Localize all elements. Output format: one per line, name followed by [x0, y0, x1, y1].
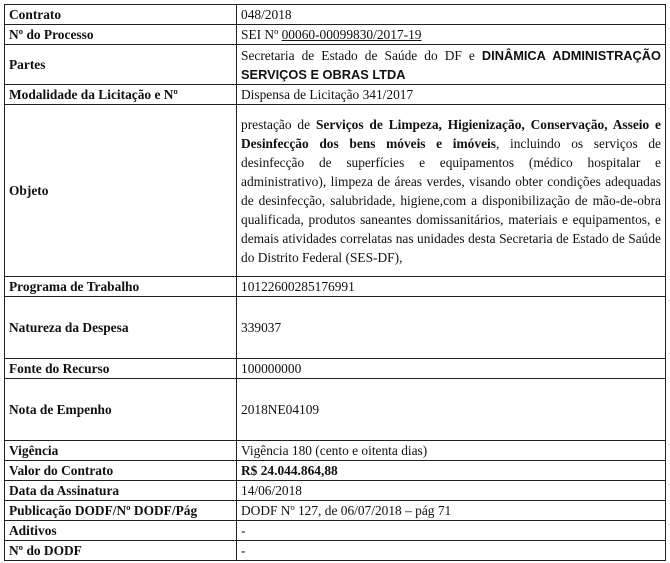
value-processo [237, 25, 666, 45]
contract-table [4, 4, 666, 561]
value-empenho: 2018NE04109 [237, 379, 666, 441]
processo-prefix: SEI Nº [241, 27, 282, 42]
row-programa [5, 277, 666, 297]
row-ndodf [5, 541, 666, 561]
row-objeto [5, 105, 666, 277]
row-partes [5, 45, 666, 85]
processo-number-link[interactable]: 00060-00099830/2017-19 [281, 27, 422, 42]
row-natureza [5, 297, 666, 359]
label-contrato: Contrato [5, 5, 237, 25]
row-contrato [5, 5, 666, 25]
objeto-bold-services: Serviços de Limpeza, Higienização, Conservação, Asseio e Desinfecção dos bens móveis e imóveis [241, 116, 661, 151]
label-natureza: Natureza da Despesa [5, 297, 237, 359]
label-publicacao: Publicação DODF/Nº DODF/Pág [5, 501, 237, 521]
label-vigencia: Vigência [5, 441, 237, 461]
label-programa: Programa de Trabalho [5, 277, 237, 297]
partes-company: DINÂMICA ADMINISTRAÇÃO SERVIÇOS E OBRAS LTDA [241, 47, 661, 82]
row-empenho [5, 379, 666, 441]
row-valor [5, 461, 666, 481]
value-valor: R$ 24.044.864,88 [237, 461, 666, 481]
value-fonte: 100000000 [237, 359, 666, 379]
row-modalidade [5, 85, 666, 105]
label-aditivos: Aditivos [5, 521, 237, 541]
value-natureza: 339037 [237, 297, 666, 359]
label-assinatura: Data da Assinatura [5, 481, 237, 501]
label-valor: Valor do Contrato [5, 461, 237, 481]
label-ndodf: Nº do DODF [5, 541, 237, 561]
value-vigencia: Vigência 180 (cento e oitenta dias) [237, 441, 666, 461]
value-objeto [237, 105, 666, 277]
value-assinatura: 14/06/2018 [237, 481, 666, 501]
label-modalidade: Modalidade da Licitação e Nº [5, 85, 237, 105]
partes-text: Secretaria de Estado de Saúde do DF e [241, 47, 482, 63]
label-objeto: Objeto [5, 105, 237, 277]
label-processo: Nº do Processo [5, 25, 237, 45]
row-vigencia [5, 441, 666, 461]
value-partes [237, 45, 666, 85]
objeto-text-after: , incluindo os serviços de desinfecção de superfícies e equipamentos (médico hospitalar e administrativo), limpeza de áreas verdes, visando obter condições adequadas de desinfecção, salubridade, higiene,com a disponibilização de mão-de-obra qualificada, produtos saneantes domissanitários, materiais e equipamentos, e demais atividades correlatas nas unidades desta Secretaria de Estado de Saúde do Distrito Federal (SES-DF), [241, 135, 661, 265]
value-modalidade: Dispensa de Licitação 341/2017 [237, 85, 666, 105]
value-contrato: 048/2018 [237, 5, 666, 25]
row-processo [5, 25, 666, 45]
label-fonte: Fonte do Recurso [5, 359, 237, 379]
objeto-text-before: prestação de [241, 116, 316, 132]
row-aditivos [5, 521, 666, 541]
value-publicacao: DODF Nº 127, de 06/07/2018 – pág 71 [237, 501, 666, 521]
value-aditivos: - [237, 521, 666, 541]
row-assinatura [5, 481, 666, 501]
row-publicacao [5, 501, 666, 521]
label-empenho: Nota de Empenho [5, 379, 237, 441]
value-programa: 10122600285176991 [237, 277, 666, 297]
row-fonte [5, 359, 666, 379]
label-partes: Partes [5, 45, 237, 85]
value-ndodf: - [237, 541, 666, 561]
